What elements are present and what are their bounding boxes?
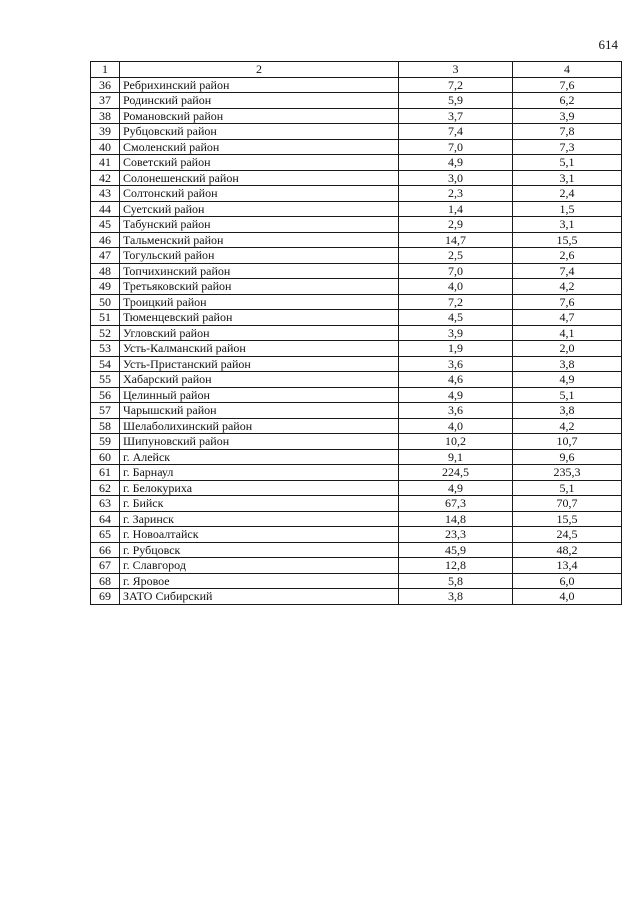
district-name: г. Бийск — [120, 496, 399, 512]
table-row — [91, 201, 622, 217]
district-name: Шипуновский район — [120, 434, 399, 450]
value-col-4: 7,3 — [513, 139, 622, 155]
value-col-3: 12,8 — [399, 558, 513, 574]
table-row — [91, 341, 622, 357]
value-col-4: 3,8 — [513, 403, 622, 419]
table-row — [91, 542, 622, 558]
value-col-4: 3,9 — [513, 108, 622, 124]
row-number: 53 — [91, 341, 120, 357]
district-name: Усть-Пристанский район — [120, 356, 399, 372]
row-number: 62 — [91, 480, 120, 496]
district-name: г. Барнаул — [120, 465, 399, 481]
value-col-4: 10,7 — [513, 434, 622, 450]
value-col-4: 4,2 — [513, 418, 622, 434]
value-col-3: 7,0 — [399, 263, 513, 279]
value-col-4: 4,9 — [513, 372, 622, 388]
district-name: Тальменский район — [120, 232, 399, 248]
district-name: Тюменцевский район — [120, 310, 399, 326]
row-number: 56 — [91, 387, 120, 403]
table-row — [91, 418, 622, 434]
district-name: г. Новоалтайск — [120, 527, 399, 543]
table-row — [91, 465, 622, 481]
row-number: 69 — [91, 589, 120, 605]
value-col-4: 2,4 — [513, 186, 622, 202]
value-col-4: 9,6 — [513, 449, 622, 465]
value-col-4: 4,0 — [513, 589, 622, 605]
row-number: 41 — [91, 155, 120, 171]
value-col-3: 7,0 — [399, 139, 513, 155]
district-name: Чарышский район — [120, 403, 399, 419]
value-col-3: 14,7 — [399, 232, 513, 248]
district-name: Угловский район — [120, 325, 399, 341]
value-col-3: 9,1 — [399, 449, 513, 465]
value-col-3: 4,0 — [399, 418, 513, 434]
table-body — [91, 77, 622, 604]
district-name: Смоленский район — [120, 139, 399, 155]
table-row — [91, 186, 622, 202]
value-col-3: 4,6 — [399, 372, 513, 388]
table-row — [91, 558, 622, 574]
value-col-3: 2,3 — [399, 186, 513, 202]
value-col-3: 5,8 — [399, 573, 513, 589]
row-number: 66 — [91, 542, 120, 558]
row-number: 44 — [91, 201, 120, 217]
value-col-3: 3,9 — [399, 325, 513, 341]
table-row — [91, 77, 622, 93]
row-number: 42 — [91, 170, 120, 186]
value-col-4: 3,1 — [513, 170, 622, 186]
row-number: 51 — [91, 310, 120, 326]
row-number: 60 — [91, 449, 120, 465]
value-col-4: 235,3 — [513, 465, 622, 481]
value-col-4: 15,5 — [513, 232, 622, 248]
value-col-3: 3,0 — [399, 170, 513, 186]
district-name: Романовский район — [120, 108, 399, 124]
value-col-4: 7,6 — [513, 294, 622, 310]
row-number: 49 — [91, 279, 120, 295]
value-col-3: 4,9 — [399, 155, 513, 171]
table-row — [91, 325, 622, 341]
district-name: Топчихинский район — [120, 263, 399, 279]
value-col-4: 4,1 — [513, 325, 622, 341]
row-number: 63 — [91, 496, 120, 512]
row-number: 37 — [91, 93, 120, 109]
value-col-3: 1,9 — [399, 341, 513, 357]
row-number: 46 — [91, 232, 120, 248]
value-col-3: 2,9 — [399, 217, 513, 233]
value-col-3: 67,3 — [399, 496, 513, 512]
table-row — [91, 387, 622, 403]
value-col-4: 5,1 — [513, 387, 622, 403]
header-col-4: 4 — [513, 62, 622, 78]
value-col-3: 3,6 — [399, 403, 513, 419]
row-number: 61 — [91, 465, 120, 481]
table-row — [91, 279, 622, 295]
value-col-4: 48,2 — [513, 542, 622, 558]
district-name: Рубцовский район — [120, 124, 399, 140]
value-col-3: 2,5 — [399, 248, 513, 264]
row-number: 55 — [91, 372, 120, 388]
header-col-1: 1 — [91, 62, 120, 78]
row-number: 47 — [91, 248, 120, 264]
value-col-3: 5,9 — [399, 93, 513, 109]
row-number: 36 — [91, 77, 120, 93]
value-col-4: 3,1 — [513, 217, 622, 233]
value-col-3: 3,7 — [399, 108, 513, 124]
district-name: Троицкий район — [120, 294, 399, 310]
row-number: 58 — [91, 418, 120, 434]
value-col-3: 14,8 — [399, 511, 513, 527]
value-col-4: 5,1 — [513, 480, 622, 496]
value-col-4: 3,8 — [513, 356, 622, 372]
row-number: 40 — [91, 139, 120, 155]
value-col-4: 5,1 — [513, 155, 622, 171]
row-number: 52 — [91, 325, 120, 341]
district-name: Тогульский район — [120, 248, 399, 264]
header-col-3: 3 — [399, 62, 513, 78]
district-name: Шелаболихинский район — [120, 418, 399, 434]
value-col-3: 1,4 — [399, 201, 513, 217]
table-row — [91, 573, 622, 589]
value-col-3: 7,2 — [399, 77, 513, 93]
row-number: 48 — [91, 263, 120, 279]
table-row — [91, 232, 622, 248]
district-name: г. Алейск — [120, 449, 399, 465]
row-number: 57 — [91, 403, 120, 419]
value-col-4: 6,2 — [513, 93, 622, 109]
row-number: 59 — [91, 434, 120, 450]
district-name: ЗАТО Сибирский — [120, 589, 399, 605]
data-table — [90, 61, 622, 605]
table-row — [91, 511, 622, 527]
table-row — [91, 139, 622, 155]
district-name: Советский район — [120, 155, 399, 171]
table-header-row — [91, 62, 622, 78]
table-row — [91, 155, 622, 171]
value-col-4: 4,7 — [513, 310, 622, 326]
value-col-3: 4,9 — [399, 387, 513, 403]
value-col-4: 2,0 — [513, 341, 622, 357]
table-row — [91, 496, 622, 512]
district-name: г. Яровое — [120, 573, 399, 589]
value-col-3: 7,4 — [399, 124, 513, 140]
row-number: 64 — [91, 511, 120, 527]
row-number: 65 — [91, 527, 120, 543]
row-number: 43 — [91, 186, 120, 202]
table-row — [91, 527, 622, 543]
value-col-3: 45,9 — [399, 542, 513, 558]
district-name: Родинский район — [120, 93, 399, 109]
value-col-3: 3,8 — [399, 589, 513, 605]
value-col-3: 4,9 — [399, 480, 513, 496]
district-name: г. Славгород — [120, 558, 399, 574]
value-col-4: 7,4 — [513, 263, 622, 279]
table-row — [91, 589, 622, 605]
value-col-3: 7,2 — [399, 294, 513, 310]
district-name: Усть-Калманский район — [120, 341, 399, 357]
page-number: 614 — [598, 37, 618, 52]
value-col-4: 70,7 — [513, 496, 622, 512]
table-row — [91, 434, 622, 450]
value-col-4: 7,8 — [513, 124, 622, 140]
district-name: Целинный район — [120, 387, 399, 403]
row-number: 45 — [91, 217, 120, 233]
value-col-4: 1,5 — [513, 201, 622, 217]
row-number: 50 — [91, 294, 120, 310]
table-row — [91, 217, 622, 233]
row-number: 68 — [91, 573, 120, 589]
district-name: Табунский район — [120, 217, 399, 233]
row-number: 38 — [91, 108, 120, 124]
district-name: Солтонский район — [120, 186, 399, 202]
value-col-4: 6,0 — [513, 573, 622, 589]
value-col-3: 224,5 — [399, 465, 513, 481]
district-name: Ребрихинский район — [120, 77, 399, 93]
table-row — [91, 93, 622, 109]
header-col-2: 2 — [120, 62, 399, 78]
table-row — [91, 294, 622, 310]
table-row — [91, 108, 622, 124]
table-row — [91, 310, 622, 326]
district-name: Третьяковский район — [120, 279, 399, 295]
table-row — [91, 356, 622, 372]
table-row — [91, 248, 622, 264]
table-row — [91, 449, 622, 465]
value-col-3: 4,5 — [399, 310, 513, 326]
district-name: Солонешенский район — [120, 170, 399, 186]
table-row — [91, 170, 622, 186]
table-row — [91, 263, 622, 279]
table-row — [91, 480, 622, 496]
value-col-4: 13,4 — [513, 558, 622, 574]
table-row — [91, 403, 622, 419]
district-name: Хабарский район — [120, 372, 399, 388]
row-number: 54 — [91, 356, 120, 372]
table-row — [91, 124, 622, 140]
value-col-4: 24,5 — [513, 527, 622, 543]
value-col-4: 7,6 — [513, 77, 622, 93]
row-number: 67 — [91, 558, 120, 574]
table-row — [91, 372, 622, 388]
value-col-4: 2,6 — [513, 248, 622, 264]
value-col-3: 10,2 — [399, 434, 513, 450]
value-col-3: 4,0 — [399, 279, 513, 295]
row-number: 39 — [91, 124, 120, 140]
value-col-3: 3,6 — [399, 356, 513, 372]
value-col-4: 15,5 — [513, 511, 622, 527]
value-col-3: 23,3 — [399, 527, 513, 543]
district-name: г. Рубцовск — [120, 542, 399, 558]
value-col-4: 4,2 — [513, 279, 622, 295]
district-name: г. Заринск — [120, 511, 399, 527]
district-name: г. Белокуриха — [120, 480, 399, 496]
district-name: Суетский район — [120, 201, 399, 217]
